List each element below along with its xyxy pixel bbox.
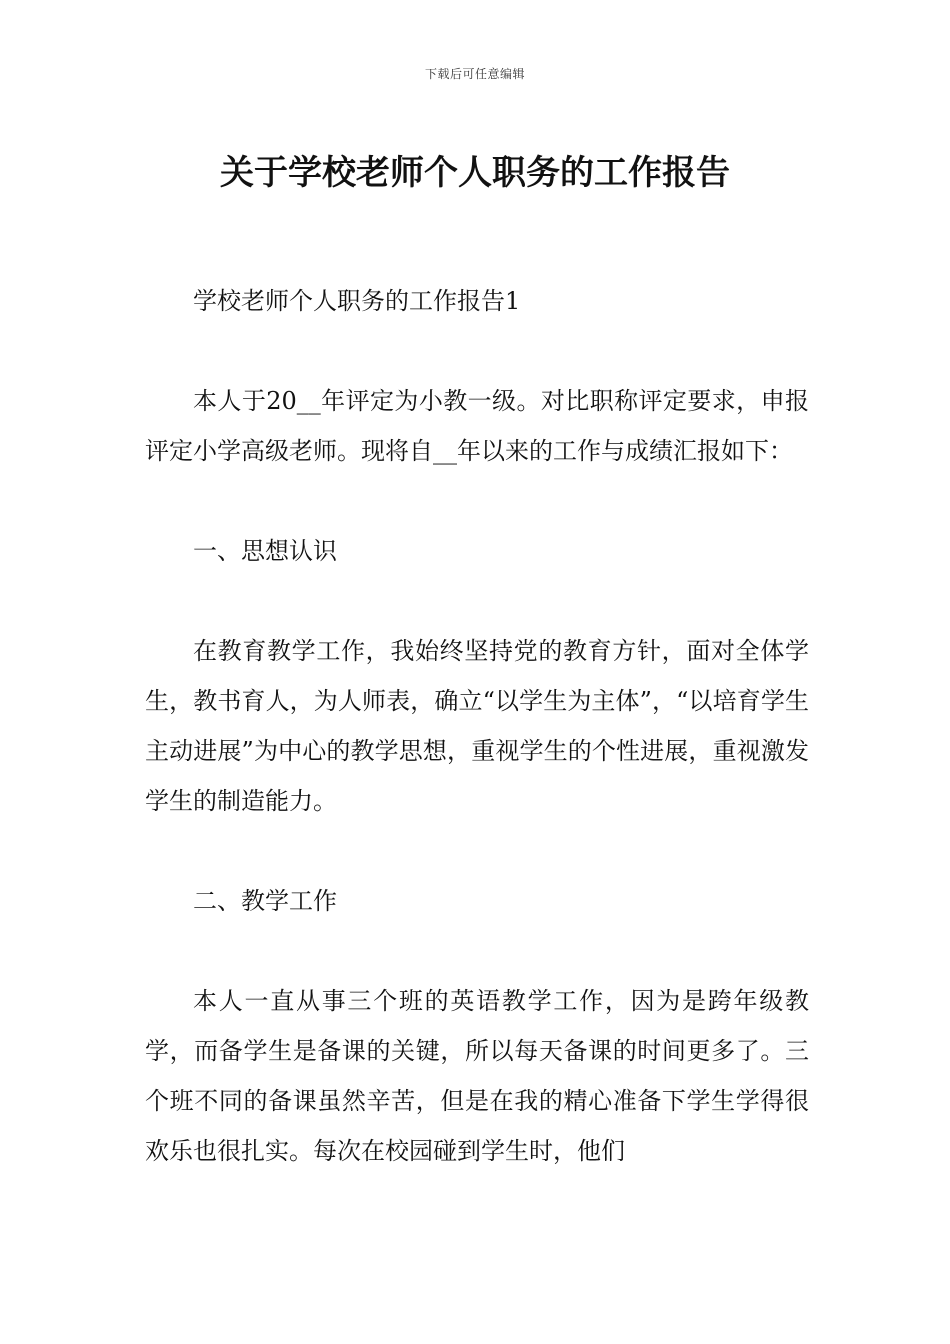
paragraph-spacer (145, 326, 809, 376)
paragraph-spacer (145, 576, 809, 626)
document-body (145, 276, 809, 1176)
document-title: 关于学校老师个人职务的工作报告 (220, 152, 730, 193)
intro-paragraph: 本人于20__年评定为小教一级。对比职称评定要求，申报评定小学高级老师。现将自__年以来的工作与成绩汇报如下： (145, 387, 809, 465)
section-heading-ideology: 一、思想认识 (193, 537, 337, 565)
paragraph-spacer (145, 926, 809, 976)
section-heading-teaching: 二、教学工作 (193, 887, 337, 915)
paragraph-spacer (145, 476, 809, 526)
teaching-paragraph: 本人一直从事三个班的英语教学工作，因为是跨年级教学，而备学生是备课的关键，所以每天备课的时间更多了。三个班不同的备课虽然辛苦，但是在我的精心准备下学生学得很欢乐也很扎实。每次在校园碰到学生时，他们 (145, 987, 809, 1165)
header-note: 下载后可任意编辑 (424, 67, 525, 81)
ideology-paragraph: 在教育教学工作，我始终坚持党的教育方针，面对全体学生，教书育人，为人师表，确立“以学生为主体”，“以培育学生主动进展”为中心的教学思想，重视学生的个性进展，重视激发学生的制造能力。 (145, 637, 809, 815)
paragraph-spacer (145, 826, 809, 876)
section-heading-report-1: 学校老师个人职务的工作报告1 (193, 287, 521, 315)
